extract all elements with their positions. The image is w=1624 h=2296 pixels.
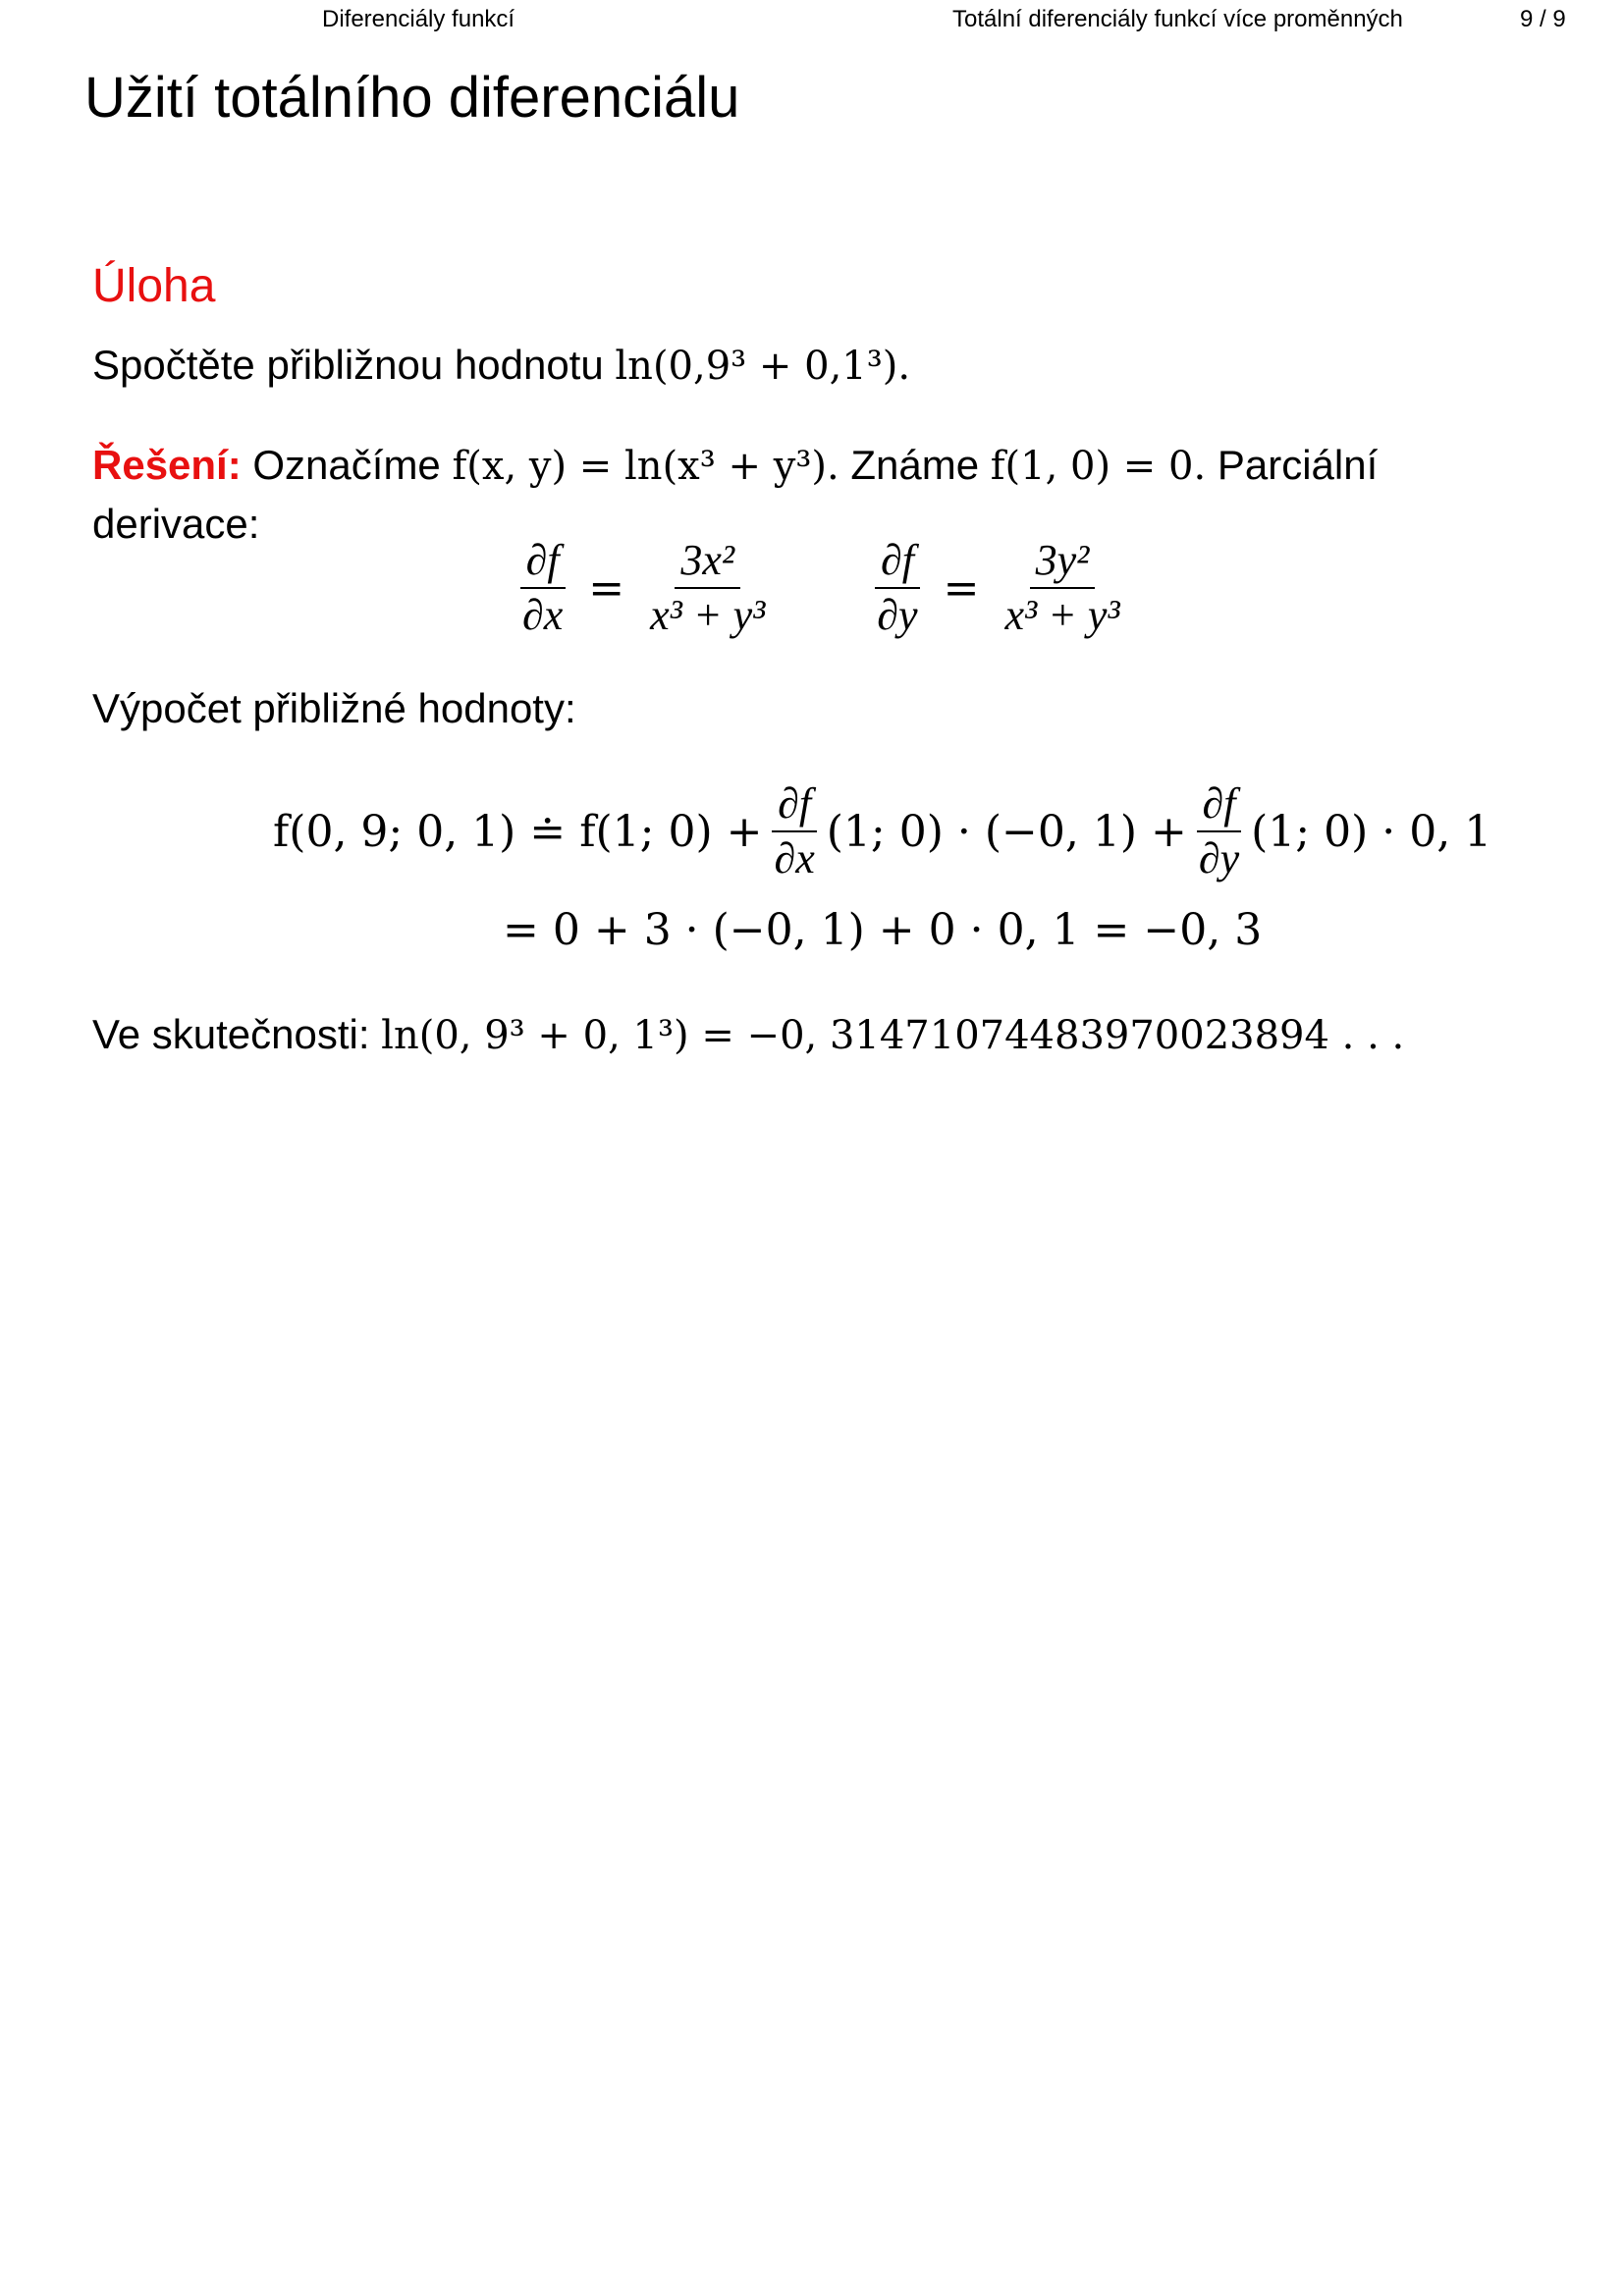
dfdy-rhs-fraction (999, 538, 1125, 638)
dfdx-denominator: ∂x (522, 591, 564, 640)
approx-dfdy-fraction (1193, 781, 1245, 881)
task-math: ln(0,9³ + 0,1³). (615, 344, 911, 389)
solution-line-1 (92, 442, 1378, 489)
approx-line-2: = 0 + 3 · (−0, 1) + 0 · 0, 1 = −0, 3 (503, 905, 1263, 955)
header-section-center: Totální diferenciály funkcí více proměnných (952, 6, 1403, 32)
block-title: Úloha (92, 260, 216, 312)
approx-label: Výpočet přibližné hodnoty: (92, 685, 576, 731)
dfdx-rhs-denominator: x³ + y³ (650, 591, 766, 640)
reality-line (92, 1011, 1404, 1058)
solution-line-2: derivace: (92, 501, 260, 547)
header-page-number: 9 / 9 (1520, 6, 1566, 32)
dfdy-fraction (871, 538, 923, 638)
dfdx-rhs-fraction (644, 538, 771, 638)
partial-derivatives: $\frac{\partial f}{\partial x}$ = $\frac{\text{3x²}}{\text{x³ + y³}}$ $\frac{\partial f}{\partial y}$ = $\frac{\text{3y²}}{\text{x³ + y³}}$ (511, 538, 1132, 638)
dfdx-numerator: ∂f (520, 538, 566, 589)
task-text: Spočtěte přibližnou hodnotu (92, 342, 604, 388)
dfdy-rhs-denominator: x³ + y³ (1004, 591, 1120, 640)
solution-math-known: f(1, 0) = 0. (990, 444, 1207, 489)
dfdy-numerator: ∂f (875, 538, 920, 589)
reality-text: Ve skutečnosti: (92, 1011, 370, 1057)
solution-text-3: Parciální (1217, 442, 1379, 488)
approx-dfdy-denominator: ∂y (1198, 834, 1240, 883)
approx-line1-lhs: f(0, 9; 0, 1) ≐ f(1; 0) + (273, 806, 763, 857)
approx-dfdx-denominator: ∂x (774, 834, 815, 883)
dfdx-rhs-numerator: 3x² (675, 538, 740, 589)
slide-title: Užití totálního diferenciálu (84, 66, 740, 130)
dfdx-fraction (516, 538, 568, 638)
approx-dfdy-numerator: ∂f (1197, 781, 1242, 832)
task-paragraph (92, 342, 910, 389)
dfdy-denominator: ∂y (877, 591, 918, 640)
approx-line1-end: (1; 0) · 0, 1 (1251, 806, 1492, 857)
approx-line1-mid: (1; 0) · (−0, 1) + (826, 806, 1187, 857)
approx-line-1 (273, 781, 1491, 881)
approx-dfdx-numerator: ∂f (772, 781, 817, 832)
dfdy-rhs-numerator: 3y² (1030, 538, 1096, 589)
solution-text-1: Označíme (252, 442, 441, 488)
reality-math: ln(0, 9³ + 0, 1³) = −0, 31471074483970023894 . . . (381, 1013, 1405, 1058)
approx-dfdx-fraction (768, 781, 820, 881)
solution-math-f: f(x, y) = ln(x³ + y³). (452, 444, 839, 489)
solution-text-2: Známe (850, 442, 980, 488)
solution-label: Řešení: (92, 442, 242, 488)
header-section-left: Diferenciály funkcí (322, 6, 515, 32)
